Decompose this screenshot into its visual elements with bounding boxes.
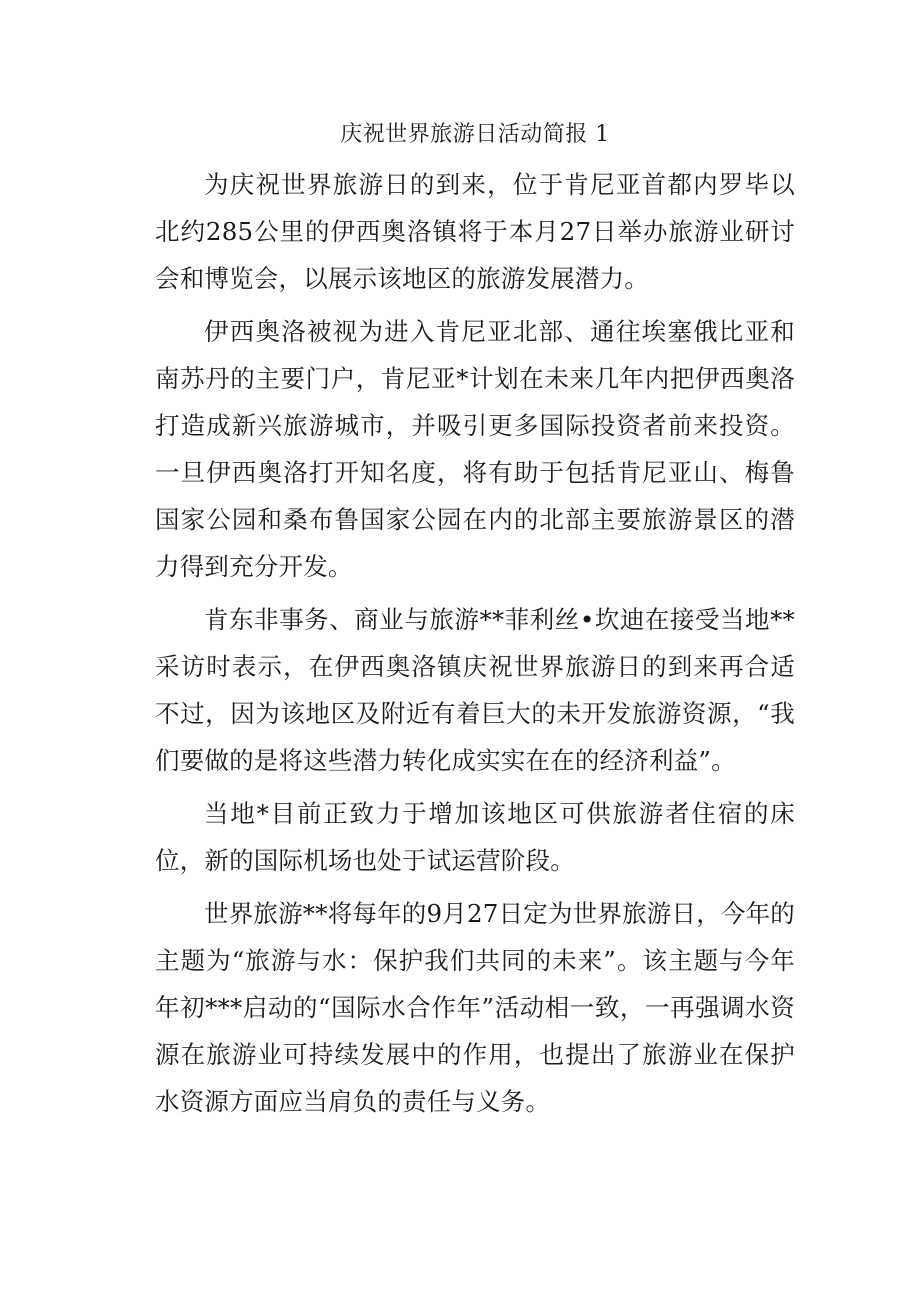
- paragraph-2: 伊西奥洛被视为进入肯尼亚北部、通往埃塞俄比亚和南苏丹的主要门户，肯尼亚*计划在未来几年内把伊西奥洛打造成新兴旅游城市，并吸引更多国际投资者前来投资。一旦伊西奥洛打开知名度，将有助于包括肯尼亚山、梅鲁国家公园和桑布鲁国家公园在内的北部主要旅游景区的潜力得到充分开发。: [155, 317, 795, 581]
- paragraph-3: 肯东非事务、商业与旅游**菲利丝•坎迪在接受当地**采访时表示，在伊西奥洛镇庆祝世界旅游日的到来再合适不过，因为该地区及附近有着巨大的未开发旅游资源，“我们要做的是将这些潜力转化成实实在在的经济利益”。: [155, 605, 795, 775]
- document-page: [155, 115, 795, 1131]
- document-title: 庆祝世界旅游日活动简报 1: [340, 122, 610, 147]
- paragraph-4: 当地*目前正致力于增加该地区可供旅游者住宿的床位，新的国际机场也处于试运营阶段。: [155, 799, 795, 875]
- paragraph-5: 世界旅游**将每年的9月27日定为世界旅游日，今年的主题为“旅游与水：保护我们共同的未来”。该主题与今年年初***启动的“国际水合作年”活动相一致，一再强调水资源在旅游业可持续发展中的作用，也提出了旅游业在保护水资源方面应当肩负的责任与义务。: [155, 899, 795, 1116]
- paragraph-1: 为庆祝世界旅游日的到来，位于肯尼亚首都内罗毕以北约285公里的伊西奥洛镇将于本月27日举办旅游业研讨会和博览会，以展示该地区的旅游发展潜力。: [155, 170, 795, 293]
